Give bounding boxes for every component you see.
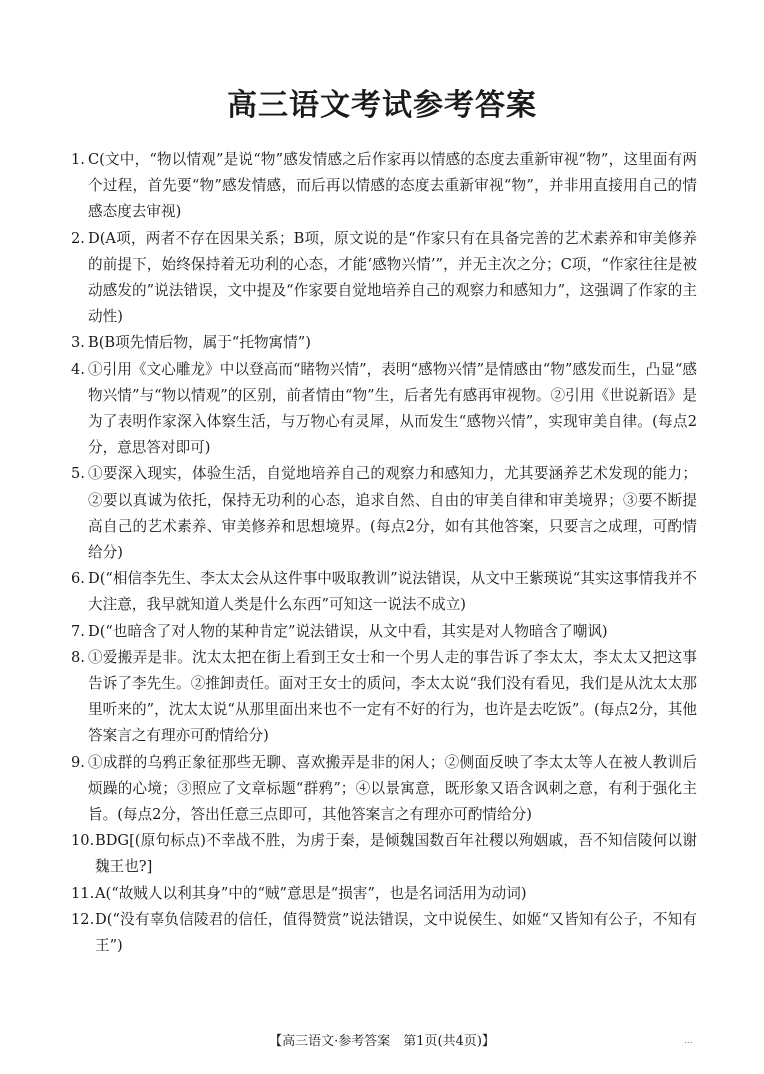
item-number: 8.	[71, 648, 85, 666]
answer-item	[71, 226, 697, 331]
item-number: 10.	[71, 832, 95, 850]
item-number: 12.	[71, 910, 95, 928]
answer-item	[71, 357, 697, 462]
answer-item	[71, 461, 697, 566]
item-number: 7.	[71, 622, 85, 640]
item-text: ①成群的乌鸦正象征那些无聊、喜欢搬弄是非的闲人；②侧面反映了李太太等人在被人教训后烦躁的心境；③照应了文章标题“群鸦”；④以景寓意，既形象又语含讽刺之意，有利于强化主旨。(每点2分，答出任意三点即可，其他答案言之有理亦可酌情给分)	[88, 753, 697, 824]
item-text: B(B项先情后物，属于“托物寓情”)	[88, 334, 311, 352]
item-text: D(“相信李先生、李太太会从这件事中吸取教训”说法错误，从文中王紫瑛说“其实这事情我并不大注意，我早就知道人类是什么东西”可知这一说法不成立)	[88, 570, 697, 614]
item-text: ①引用《文心雕龙》中以登高而“睹物兴情”，表明“感物兴情”是情感由“物”感发而生，凸显“感物兴情”与“物以情观”的区别，前者情由“物”生，后者先有感再审视物。②引用《世说新语》是为了表明作家深入体察生活，与万物心有灵犀，从而发生“感物兴情”，实现审美自律。(每点2分，意思答对即可)	[88, 360, 697, 457]
corner-mark: ...	[684, 1036, 693, 1046]
page-footer: 【高三语文·参考答案 第1页(共4页)】	[269, 1034, 495, 1049]
item-number: 4.	[71, 360, 85, 378]
item-text: ①要深入现实，体验生活，自觉地培养自己的观察力和感知力，尤其要涵养艺术发现的能力；②要以真诚为依托，保持无功利的心态，追求自然、自由的审美自律和审美境界；③要不断提高自己的艺术素养、审美修养和思想境界。(每点2分，如有其他答案，只要言之成理，可酌情给分)	[88, 465, 697, 562]
item-number: 5.	[71, 465, 85, 483]
page-title: 高三语文考试参考答案	[227, 88, 537, 123]
item-text: C(文中，“物以情观”是说“物”感发情感之后作家再以情感的态度去重新审视“物”，这里面有两个过程，首先要“物”感发情感，而后再以情感的态度去重新审视“物”，并非用直接用自己的情感态度去审视)	[88, 151, 697, 221]
answer-item	[71, 330, 697, 356]
item-text: A(“故贼人以利其身”中的“贼”意思是“损害”，也是名词活用为动词)	[95, 884, 527, 902]
item-text: BDG[(原句标点)不幸战不胜，为虏于秦，是倾魏国数百年社稷以殉姻戚，吾不知信陵何以谢魏王也?]	[95, 832, 697, 876]
item-number: 3.	[71, 334, 85, 352]
item-number: 6.	[71, 570, 85, 588]
item-text: ①爱搬弄是非。沈太太把在街上看到王女士和一个男人走的事告诉了李太太，李太太又把这事告诉了李先生。②推卸责任。面对王女士的质问，李太太说“我们没有看见，我们是从沈太太那里听来的”，沈太太说“从那里面出来也不一定有不好的行为，也许是去吃饭”。(每点2分，其他答案言之有理亦可酌情给分)	[88, 648, 697, 745]
answer-item	[71, 619, 697, 645]
answer-item	[71, 881, 697, 907]
item-text: D(“没有辜负信陵君的信任，值得赞赏”说法错误，文中说侯生、如姬“又皆知有公子，不知有王”)	[95, 910, 697, 955]
item-text: D(“也暗含了对人物的某种肯定”说法错误，从文中看，其实是对人物暗含了嘲讽)	[88, 622, 608, 640]
item-text: D(A项，两者不存在因果关系；B项，原文说的是“作家只有在具备完善的艺术素养和审美修养的前提下，始终保持着无功利的心态，才能‘感物兴情’”，并无主次之分；C项，“作家往往是被动感发的”说法错误，文中提及“作家要自觉地培养自己的观察力和感知力”，这强调了作家的主动性)	[88, 229, 697, 326]
item-number: 9.	[71, 753, 85, 771]
answer-item	[71, 147, 697, 226]
item-number: 1.	[71, 151, 85, 168]
item-number: 2.	[71, 229, 85, 247]
answer-item	[71, 907, 697, 959]
answer-item	[71, 750, 697, 829]
answer-item	[71, 645, 697, 750]
item-number: 11.	[71, 884, 95, 902]
answer-list	[71, 147, 697, 959]
answer-item	[71, 566, 697, 618]
answer-item	[71, 828, 697, 880]
